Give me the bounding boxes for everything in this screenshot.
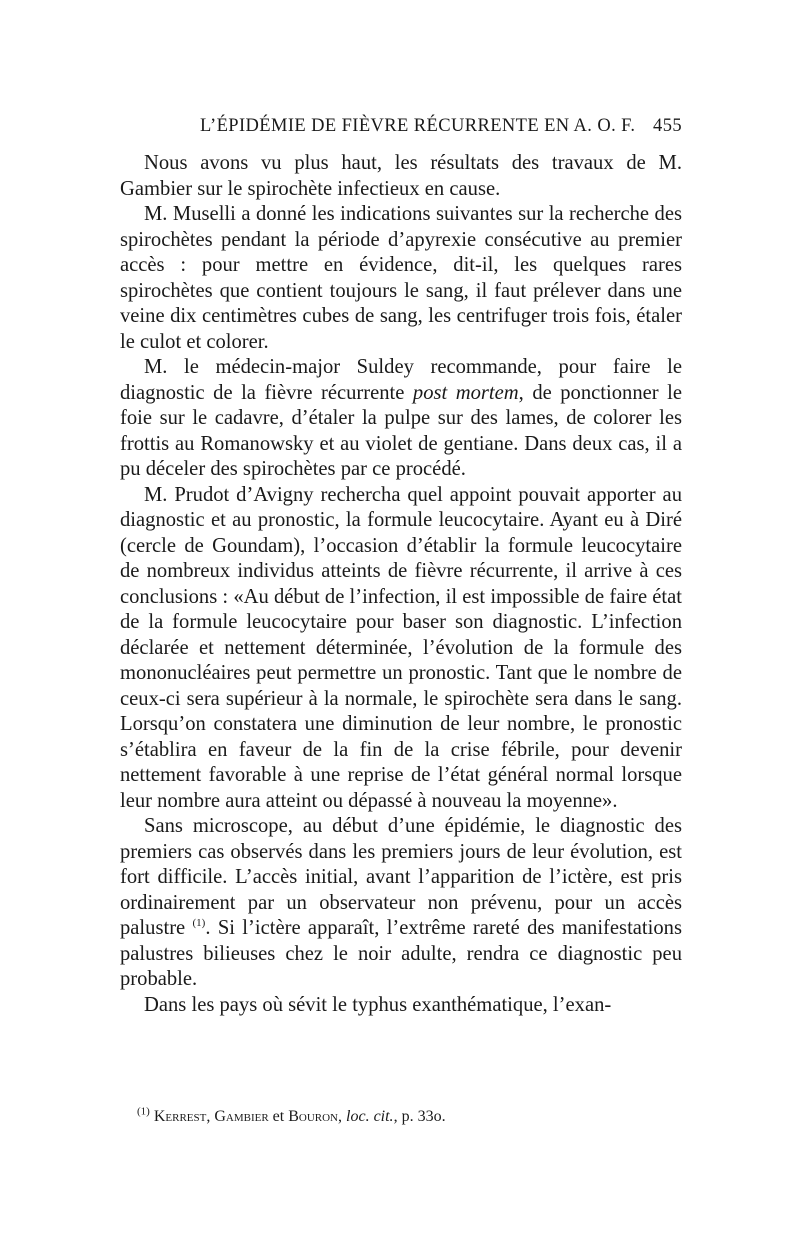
footnote-page-ref: , p. 33o. — [393, 1108, 446, 1125]
paragraph-sans-microscope-text-start: Sans microscope, au début d’une épidémie, le diagnostic des premiers cas observés dans les premiers jours de leur évolution, est fort difficile. L’accès initial, avant l’apparition de l’ictère, est pris ordinairement par un observateur non prévenu, pour un accès palustre — [120, 815, 682, 939]
footnote-authors: Kerrest, Gambier — [153, 1108, 269, 1125]
paragraph-suldey-italic: post mortem — [412, 381, 519, 404]
body-text — [120, 151, 682, 1018]
footnote-author-bouron: Bouron — [288, 1108, 339, 1125]
paragraph-suldey-text-end: , de ponctionner le foie sur le cadavre, d’étaler la pulpe sur des lames, de colorer les frottis au Romanowsky et au violet de gentiane. Dans deux cas, il a pu déceler des spirochètes par ce procédé. — [120, 381, 682, 480]
paragraph-sans-microscope — [120, 814, 682, 993]
paragraph-sans-microscope-text-end: . Si l’ictère apparaît, l’extrême rareté des manifestations palustres bilieuses chez le noir adulte, rendra ce diagnostic peu probable. — [120, 917, 682, 990]
paragraph-muselli: M. Muselli a donné les indications suivantes sur la recherche des spirochètes pendant la période d’apyrexie consécutive au premier accès : pour mettre en évidence, dit-il, les quelques rares spirochètes que contient toujours le sang, il faut prélever dans une veine dix centimètres cubes de sang, les centrifuger trois fois, étaler le culot et colorer. — [120, 203, 682, 353]
footnote-conjunction: et — [268, 1108, 289, 1125]
footnote-separator: , — [338, 1108, 347, 1125]
footnote-reference: (1) — [192, 917, 206, 930]
paragraph-typhus: Dans les pays où sévit le typhus exanthématique, l’exan- — [144, 993, 612, 1016]
footnote-mark: (1) — [137, 1105, 150, 1118]
running-header — [120, 116, 682, 142]
footnote-loc-cit: loc. cit. — [346, 1108, 394, 1125]
running-title: L’ÉPIDÉMIE DE FIÈVRE RÉCURRENTE EN A. O. F. — [200, 116, 636, 136]
paragraph-gambier: Nous avons vu plus haut, les résultats des travaux de M. Gambier sur le spirochète infectieux en cause. — [120, 152, 682, 200]
paragraph-suldey-text-start: M. le médecin-major Suldey recommande, pour faire le diagnostic de la fièvre récurrente — [120, 356, 682, 404]
paragraph-prudot: M. Prudot d’Avigny rechercha quel appoint pouvait apporter au diagnostic et au pronostic, la formule leucocytaire. Ayant eu à Diré (cercle de Goundam), l’occasion d’établir la formule leucocytaire de nombreux individus atteints de fièvre récurrente, il arrive à ces conclusions : «Au début de l’infection, il est impossible de faire état de la formule leucocytaire pour baser son diagnostic. L’infection déclarée et nettement déterminée, l’évolution de la formule des mononucléaires peut permettre un pronostic. Tant que le nombre de ceux-ci sera supérieur à la normale, le spirochète sera dans le sang. Lorsqu’on constatera une diminution de leur nombre, le pronostic s’établira en faveur de la fin de la crise fébrile, pour devenir nettement favorable à une reprise de l’état général normal lorsque leur nombre aura atteint ou dépassé à nouveau la moyenne». — [120, 483, 682, 812]
paragraph-suldey — [120, 355, 682, 483]
footnote — [137, 1107, 682, 1127]
page-number: 455 — [653, 116, 682, 136]
